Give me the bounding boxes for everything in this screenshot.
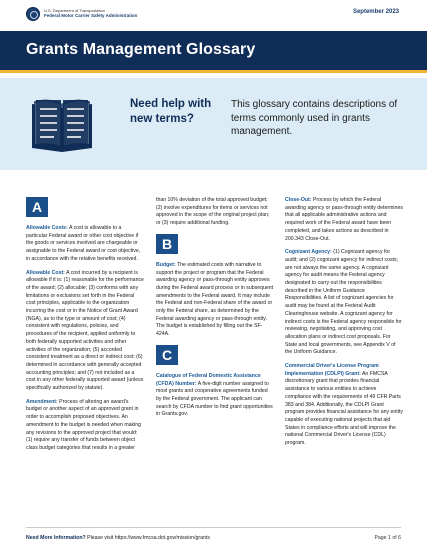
glossary-entry	[285, 249, 403, 357]
entry-definition: Process by which the Federal awarding agency or pass-through entity determines that all applicable administrative actions and required work of the Federal award have been completed, and takes actions as described in 200.343 Close-Out.	[285, 197, 403, 242]
help-callout	[0, 78, 427, 170]
page-footer	[0, 527, 427, 550]
dept-name: U.S. Department of Transportation	[44, 8, 105, 13]
entry-definition: A cost is allowable to a particular Federal award or other cost objective if the goods or services involved are chargeable or assignable to the Federal award or cost objective, in accordance with the relative benefits received.	[26, 225, 141, 262]
glossary-column-3	[285, 197, 403, 454]
footer-label: Need More Information?	[26, 535, 86, 541]
entry-definition: Process of altering an award's budget or another aspect of an approved grant in order to accomplish proposed objectives. An amendment to the budget is needed when making any revisions to the approved project that would: (1) require any transfer of funds between object class budget categories that results in a greater	[26, 398, 142, 451]
entry-definition: (1) Cognizant agency for audit; and (2) cognizant agency for indirect costs; are not always the same agency. A cognizant agency for audit means the Federal agency designated to carry out the responsibilities described in the Uniform Guidance Responsibilities. A list of cognizant agencies for audit may be found at the Federal Audit Clearinghouse website. A cognizant agency for indirect costs is the Federal agency responsible for reviewing, negotiating, and approving cost allocation plans or indirect cost proposals. For State and local governments, see Appendix V of the Uniform Guidance.	[285, 249, 402, 356]
entry-definition: An FMCSA discretionary grant that provides financial assistance to various entities to achieve compliance with the requirements of 49 CFR Parts 383 and 384. Additionally, the CDLPI Grant program provides financial assistance for any entity capable of executing national projects that aid States in compliance efforts and will improve the national Commercial Driver's License (CDL) program.	[285, 370, 403, 447]
entry-term: Commercial Driver's License Program Implementation (CDLPI) Grant:	[285, 363, 379, 377]
glossary-entry	[26, 270, 144, 393]
glossary-entry	[156, 373, 274, 419]
entry-term: Budget:	[156, 261, 176, 268]
agency-name: Federal Motor Carrier Safety Administration	[44, 13, 138, 18]
glossary-entry	[285, 363, 403, 448]
entry-term: Allowable Costs:	[26, 225, 68, 231]
section-letter-a: A	[26, 197, 48, 217]
callout-description: This glossary contains descriptions of terms commonly used in grants management.	[231, 99, 398, 137]
entry-definition: A cost incurred by a recipient is allowable if it is: (1) reasonable for the performance of the award; (2) allocable; (3) conforms with any limitations or exclusions set forth in the Federal cost principles, applicable to the organization incurring the cost or in the Notice of Grant Award (NGA), as to the type or amount of cost; (4) consistent with regulations, policies, and procedures of the recipient, applied uniformly to both federally supported activities and other activities of the organization; (5) accorded consistent treatment as a direct or indirect cost; (6) determined in accordance with generally accepted accounting principles; and (7) not included as a cost in any other federally supported award (unless specifically authorized by statute).	[26, 269, 144, 392]
page-number: Page 1 of 6	[374, 535, 401, 541]
entry-term: Amendment:	[26, 398, 58, 405]
open-book-icon	[30, 96, 94, 152]
title-band	[0, 31, 427, 70]
section-letter-b: B	[156, 234, 178, 254]
entry-continuation: than 10% deviation of the total approved budget; (2) involve expenditures for items or services not approved in the scope of the original project plan; or (3) require additional funding.	[156, 197, 270, 227]
top-bar	[0, 0, 427, 31]
footer-info	[26, 535, 210, 541]
entry-term: Cognizant Agency:	[285, 249, 332, 256]
callout-heading: Need help with new terms?	[130, 98, 212, 125]
glossary-entry	[285, 197, 403, 243]
accent-rule	[0, 70, 427, 73]
entry-term: Allowable Cost:	[26, 269, 65, 276]
footer-link-text[interactable]: Please visit https://www.fmcsa.dot.gov/mission/grants	[85, 535, 210, 541]
glossary-entry	[26, 225, 144, 264]
footer-divider	[26, 527, 401, 528]
dot-seal-icon	[26, 7, 40, 21]
entry-definition: A five-digit number assigned to most grants and cooperative agreements funded by the Federal government. The applicant can search by CFDA number to find grant opportunities in Grants.gov.	[156, 380, 273, 418]
entry-term: Close-Out:	[285, 197, 312, 203]
page-title: Grants Management Glossary	[26, 41, 256, 58]
glossary-entry	[26, 399, 144, 453]
publication-date: September 2023	[352, 9, 399, 15]
entry-definition: The estimated costs with narrative to support the project or program that the Federal awarding agency or pass-through entity approves during the Federal award process or in subsequent amendments to the Federal award. It may include the Federal and non-Federal share of the award or only the Federal share, as determined by the Federal awarding agency or pass-through entity. The budget is established by filling out the SF-424A.	[156, 261, 274, 338]
glossary-entry	[156, 262, 274, 339]
glossary-column-1	[26, 197, 144, 459]
entry-term: Catalogue of Federal Domestic Assistance (CFDA) Number:	[156, 372, 261, 387]
glossary-column-2	[156, 197, 274, 425]
section-letter-c: C	[156, 345, 178, 365]
